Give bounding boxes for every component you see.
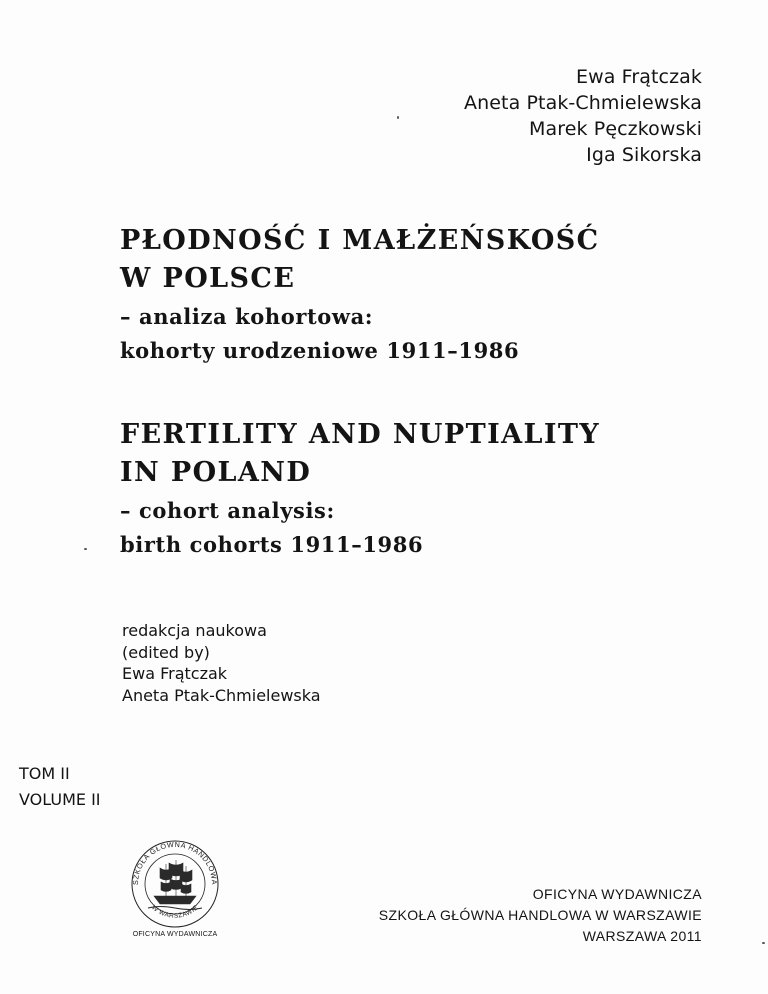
authors-list — [464, 64, 702, 168]
sailing-ship-seal-icon — [110, 838, 240, 930]
author-name: Aneta Ptak-Chmielewska — [464, 92, 702, 114]
volume-block — [19, 761, 101, 813]
subtitle-pl-line2: kohorty urodzeniowe 1911–1986 — [120, 338, 520, 363]
publisher-line3: WARSZAWA 2011 — [582, 928, 702, 944]
subtitle-en-line1: – cohort analysis: — [120, 498, 335, 523]
title-en-line1: FERTILITY AND NUPTIALITY — [120, 419, 601, 450]
title-pl-line1: PŁODNOŚĆ I MAŁŻEŃSKOŚĆ — [120, 225, 600, 256]
publisher-block — [379, 884, 702, 947]
scan-speck — [397, 116, 399, 119]
subtitle-en-line2: birth cohorts 1911–1986 — [120, 532, 424, 557]
title-english — [120, 416, 600, 562]
title-en-line2: IN POLAND — [120, 457, 312, 488]
logo-caption: OFICYNA WYDAWNICZA — [132, 931, 218, 938]
publisher-logo — [110, 838, 240, 948]
author-name: Ewa Frątczak — [576, 66, 702, 88]
publisher-line2: SZKOŁA GŁÓWNA HANDLOWA W WARSZAWIE — [378, 907, 702, 923]
editors-block — [122, 620, 321, 706]
publisher-line1: OFICYNA WYDAWNICZA — [532, 886, 702, 902]
volume-pl: TOM II — [19, 764, 70, 783]
scan-speck — [762, 942, 765, 944]
editor-name: Ewa Frątczak — [122, 664, 228, 683]
editors-label-pl: redakcja naukowa — [122, 621, 267, 640]
title-polish — [120, 222, 600, 368]
author-name: Marek Pęczkowski — [529, 118, 702, 140]
author-name: Iga Sikorska — [586, 144, 702, 166]
editors-label-en: (edited by) — [122, 642, 210, 662]
svg-text:W WARSZAWIE: W WARSZAWIE — [150, 904, 200, 920]
editor-name: Aneta Ptak-Chmielewska — [122, 685, 321, 705]
subtitle-pl-line1: – analiza kohortowa: — [120, 304, 374, 329]
scan-speck — [84, 548, 87, 550]
svg-text:SZKOŁA GŁÓWNA HANDLOWA: SZKOŁA GŁÓWNA HANDLOWA — [130, 839, 220, 886]
volume-en: VOLUME II — [19, 790, 101, 809]
title-pl-line2: W POLSCE — [120, 263, 296, 294]
